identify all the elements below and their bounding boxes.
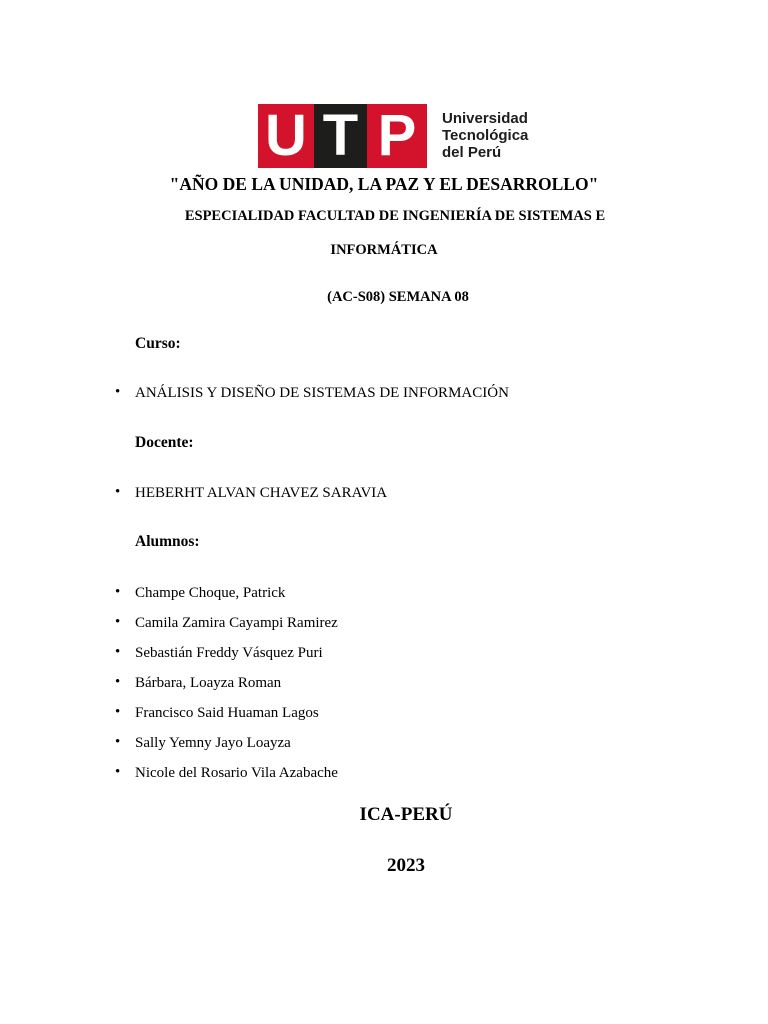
student-item: Nicole del Rosario Vila Azabache xyxy=(135,765,338,781)
bullet-icon: • xyxy=(115,764,121,780)
year-motto: "AÑO DE LA UNIDAD, LA PAZ Y EL DESARROLLO" xyxy=(169,174,599,194)
logo-name-line-3: del Perú xyxy=(442,144,502,161)
bullet-icon: • xyxy=(115,614,121,630)
students-label: Alumnos: xyxy=(135,533,200,550)
faculty-title-line-1: ESPECIALIDAD FACULTAD DE INGENIERÍA DE SISTEMAS E xyxy=(184,208,606,224)
course-label: Curso: xyxy=(135,335,181,352)
activity-week: (AC-S08) SEMANA 08 xyxy=(327,289,469,305)
student-item: Sebastián Freddy Vásquez Puri xyxy=(135,645,323,661)
course-name: ANÁLISIS Y DISEÑO DE SISTEMAS DE INFORMACIÓN xyxy=(135,385,509,401)
bullet-icon: • xyxy=(115,584,121,600)
bullet-icon: • xyxy=(115,384,121,400)
logo-name-line-2: Tecnológica xyxy=(442,127,529,144)
logo-letter-p: P xyxy=(367,104,427,168)
student-item: Camila Zamira Cayampi Ramirez xyxy=(135,615,338,631)
student-item: Sally Yemny Jayo Loayza xyxy=(135,735,291,751)
logo-university-name xyxy=(442,110,552,161)
year: 2023 xyxy=(387,855,425,876)
teacher-label: Docente: xyxy=(135,434,194,451)
bullet-icon: • xyxy=(115,674,121,690)
logo-letter-u: U xyxy=(258,104,314,168)
student-item: Bárbara, Loayza Roman xyxy=(135,675,282,691)
logo-letter-t: T xyxy=(314,104,367,168)
bullet-icon: • xyxy=(115,704,121,720)
student-item: Champe Choque, Patrick xyxy=(135,585,286,601)
place: ICA-PERÚ xyxy=(359,804,453,825)
utp-logo xyxy=(258,104,427,168)
bullet-icon: • xyxy=(115,484,121,500)
bullet-icon: • xyxy=(115,734,121,750)
logo-name-line-1: Universidad xyxy=(442,110,528,127)
bullet-icon: • xyxy=(115,644,121,660)
faculty-title-line-2: INFORMÁTICA xyxy=(330,242,438,258)
teacher-name: HEBERHT ALVAN CHAVEZ SARAVIA xyxy=(135,485,388,501)
student-item: Francisco Said Huaman Lagos xyxy=(135,705,319,721)
